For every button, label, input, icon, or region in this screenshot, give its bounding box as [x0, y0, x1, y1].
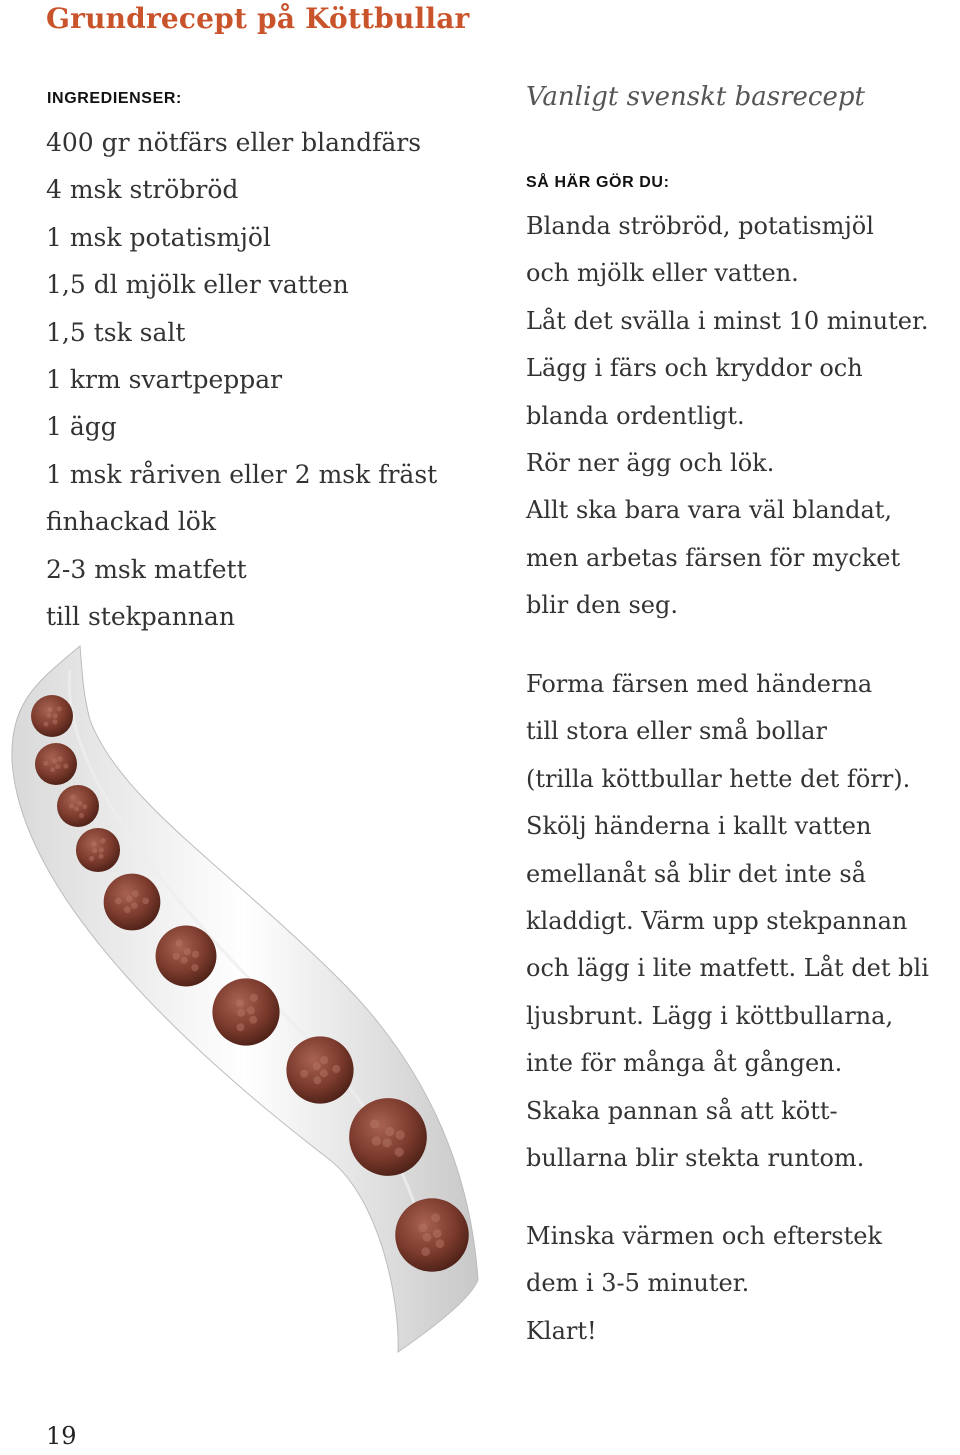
- ingredient-line: finhackad lök: [46, 507, 216, 537]
- ingredient-line: 1 msk potatismjöl: [46, 222, 271, 252]
- instruction-line: Blanda ströbröd, potatismjöl: [526, 212, 874, 240]
- meatball-texture: [423, 1233, 432, 1242]
- instruction-line: bullarna blir stekta runtom.: [526, 1144, 865, 1173]
- instruction-line: Låt det svälla i minst 10 minuter.: [526, 306, 929, 335]
- meatball-texture: [142, 897, 149, 904]
- meatball-texture: [419, 1223, 428, 1232]
- meatball: [104, 874, 161, 931]
- instruction-line: Lägg i färs och kryddor och: [526, 354, 863, 383]
- meatball-texture: [124, 906, 131, 913]
- meatball-texture: [53, 713, 58, 718]
- meatball-texture: [77, 801, 82, 806]
- instruction-line: inte för många åt gången.: [526, 1049, 843, 1078]
- meatball-texture: [89, 856, 94, 861]
- instruction-line: blir den seg.: [526, 591, 678, 620]
- meatball-texture: [74, 806, 79, 811]
- instruction-line: emellanåt så blir det inte så: [526, 859, 867, 888]
- instruction-line: och lägg i lite matfett. Låt det bli: [526, 954, 929, 983]
- instruction-line: till stora eller små bollar: [526, 717, 827, 746]
- meatball-texture: [50, 767, 55, 772]
- instructions-block-3: [526, 1213, 882, 1355]
- meatball-texture: [385, 1127, 394, 1136]
- ingredient-line: 1 krm svartpeppar: [46, 365, 283, 395]
- meatball-texture: [52, 759, 57, 764]
- instruction-line: Forma färsen med händerna: [526, 670, 873, 698]
- meatball: [212, 978, 279, 1045]
- meatball-texture: [99, 847, 104, 852]
- ingredient-line: 1 msk råriven eller 2 msk fräst: [46, 459, 438, 489]
- ingredient-line: 1,5 dl mjölk eller vatten: [46, 270, 349, 300]
- ingredient-line: 1 ägg: [46, 412, 117, 442]
- meatball: [286, 1036, 353, 1103]
- meatball-texture: [300, 1070, 308, 1078]
- instruction-line: blanda ordentligt.: [526, 401, 745, 430]
- instruction-line: Allt ska bara vara väl blandat,: [526, 496, 893, 525]
- meatball-texture: [43, 761, 48, 766]
- instruction-line: Rör ner ägg och lök.: [526, 449, 775, 478]
- meatball-texture: [44, 722, 49, 727]
- meatball-texture: [92, 848, 97, 853]
- instructions-block-1: [526, 203, 928, 630]
- ingredient-line: till stekpannan: [46, 602, 235, 632]
- page-title: Grundrecept på Köttbullar: [46, 2, 470, 35]
- instruction-line: Skaka pannan så att kött-: [526, 1096, 838, 1125]
- meatball: [349, 1098, 427, 1176]
- meatball-texture: [46, 713, 51, 718]
- meatball-texture: [395, 1130, 404, 1139]
- ingredient-line: 1,5 tsk salt: [46, 317, 186, 347]
- meatball-texture: [180, 956, 187, 963]
- meatball-texture: [100, 838, 105, 843]
- meatball-texture: [115, 898, 122, 905]
- instruction-line: Klart!: [526, 1316, 597, 1345]
- meatball: [35, 743, 77, 785]
- meatball-texture: [236, 1023, 244, 1031]
- meatball-texture: [332, 1065, 340, 1073]
- ingredient-line: 400 gr nötfärs eller blandfärs: [46, 128, 422, 157]
- meatball-texture: [58, 756, 63, 761]
- meatball-platter-illustration: [0, 640, 500, 1360]
- meatball-texture: [313, 1062, 321, 1070]
- recipe-subtitle: Vanligt svenskt basrecept: [526, 82, 865, 112]
- meatball-texture: [247, 1007, 255, 1015]
- instruction-line: och mjölk eller vatten.: [526, 259, 799, 288]
- meatball-texture: [395, 1147, 404, 1156]
- meatball: [57, 785, 99, 827]
- meatball-texture: [313, 1076, 321, 1084]
- meatball-texture: [98, 854, 103, 859]
- page-number: 19: [46, 1422, 77, 1450]
- instruction-line: men arbetas färsen för mycket: [526, 543, 901, 572]
- meatball-texture: [57, 706, 62, 711]
- meatball-texture: [236, 999, 244, 1007]
- instructions-block-2: [526, 661, 929, 1182]
- ingredients-label: INGREDIENSER:: [47, 90, 182, 107]
- instruction-line: Minska värmen och efterstek: [526, 1222, 882, 1250]
- instruction-line: (trilla köttbullar hette det förr).: [526, 764, 911, 793]
- meatball-texture: [91, 842, 96, 847]
- meatball-texture: [249, 1016, 257, 1024]
- ingredient-line: 2-3 msk matfett: [46, 554, 247, 584]
- meatball: [76, 828, 120, 872]
- meatball-texture: [69, 804, 74, 809]
- meatball-texture: [82, 804, 87, 809]
- meatball-texture: [191, 964, 198, 971]
- instruction-line: dem i 3-5 minuter.: [526, 1269, 750, 1298]
- meatball-texture: [71, 795, 76, 800]
- meatball-texture: [131, 902, 138, 909]
- meatball-texture: [55, 764, 60, 769]
- meatball-texture: [126, 895, 133, 902]
- instruction-line: Skölj händerna i kallt vatten: [526, 812, 872, 841]
- meatball: [395, 1198, 469, 1272]
- meatball-texture: [47, 707, 52, 712]
- meatball-texture: [250, 994, 258, 1002]
- meatball-texture: [63, 764, 68, 769]
- instruction-line: kladdigt. Värm upp stekpannan: [526, 907, 908, 936]
- meatball-texture: [192, 951, 199, 958]
- meatball: [31, 695, 73, 737]
- meatball-texture: [435, 1239, 444, 1248]
- ingredients-list: [46, 119, 437, 640]
- meatball-texture: [184, 948, 191, 955]
- ingredient-line: 4 msk ströbröd: [46, 175, 239, 205]
- meatball-texture: [79, 813, 84, 818]
- meatball-texture: [52, 719, 57, 724]
- meatball-texture: [320, 1056, 328, 1064]
- instructions-label: SÅ HÄR GÖR DU:: [526, 174, 670, 191]
- meatball-texture: [175, 939, 182, 946]
- meatball-texture: [370, 1119, 379, 1128]
- meatball-texture: [433, 1229, 442, 1238]
- meatball: [156, 926, 217, 987]
- meatball-texture: [431, 1213, 440, 1222]
- meatball-texture: [372, 1136, 381, 1145]
- meatball-texture: [320, 1069, 328, 1077]
- meatball-texture: [421, 1247, 430, 1256]
- meatball-texture: [173, 953, 180, 960]
- meatball-texture: [382, 1138, 391, 1147]
- instruction-line: ljusbrunt. Lägg i köttbullarna,: [526, 1001, 894, 1030]
- meatball-texture: [237, 1009, 245, 1017]
- meatball-texture: [132, 890, 139, 897]
